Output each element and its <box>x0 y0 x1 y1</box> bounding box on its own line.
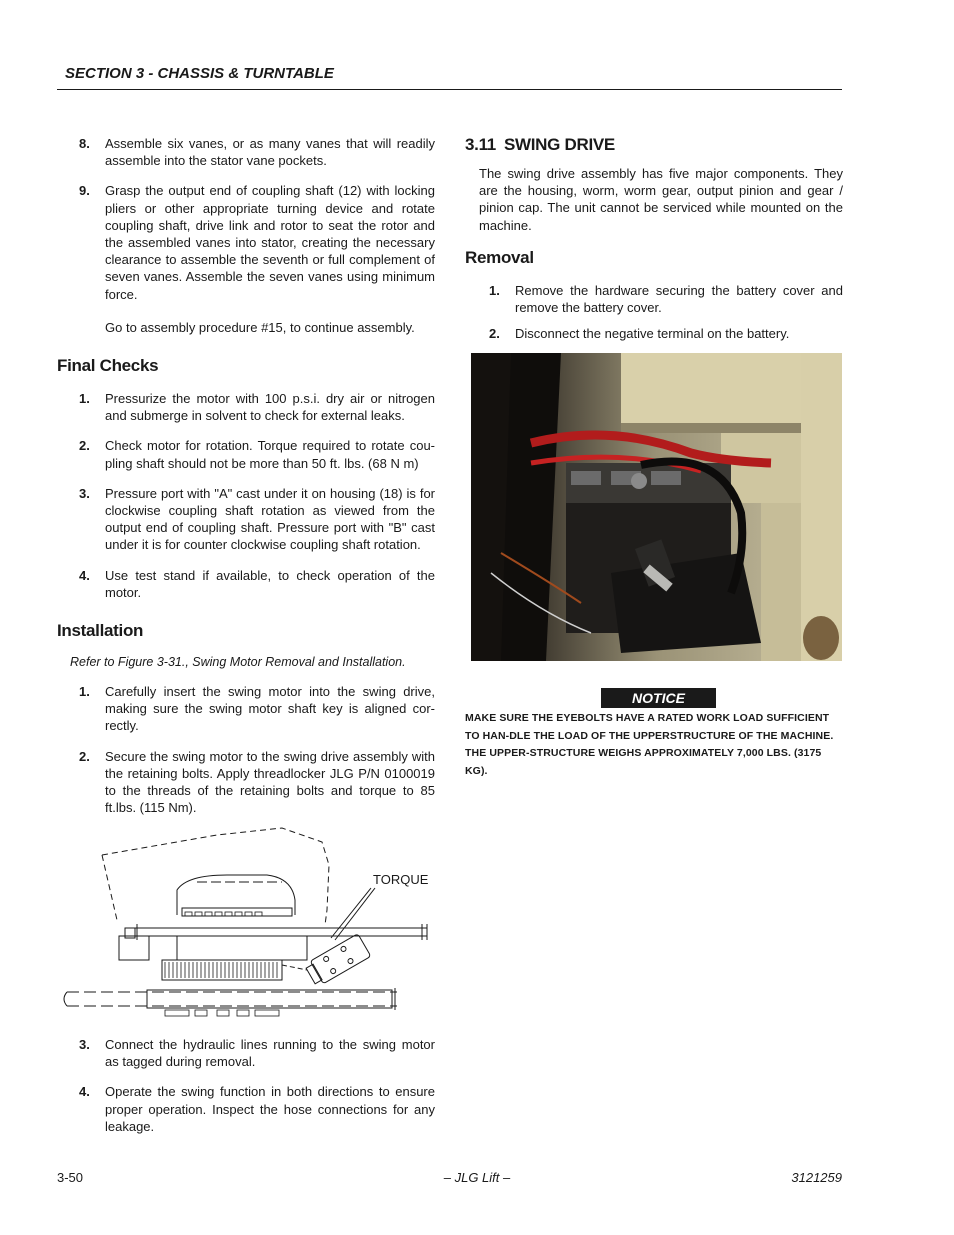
step-text: Secure the swing motor to the swing drive assembly with the retaining bolts. Apply threadlocker JLG P/N 0100019 to the threads of the retaining bolts and torque to 85 ft.lbs. (115 Nm). <box>105 748 435 816</box>
final-check-3 <box>57 485 435 554</box>
step-number: 4. <box>79 567 90 583</box>
page-number: 3-50 <box>57 1170 84 1185</box>
step-number: 3. <box>79 485 90 501</box>
notice-text: MAKE SURE THE EYEBOLTS HAVE A RATED WORK LOAD SUFFICIENT TO HAN-DLE THE LOAD OF THE UPPERSTRUCTURE OF THE MACHINE. THE UPPER-STRUCTURE WEIGHS APPROXIMATELY 7,000 LBS. (3175 KG). <box>465 712 834 777</box>
installation-steps-continued <box>57 1036 435 1148</box>
removal-step-1 <box>465 282 843 316</box>
footer-center: – JLG Lift – <box>443 1170 511 1185</box>
swing-motor-figure <box>57 820 437 1025</box>
torque-label: TORQUE <box>373 872 429 887</box>
step-number: 3. <box>79 1037 90 1052</box>
installation-step-3 <box>57 1036 435 1070</box>
step-text: Disconnect the negative terminal on the battery. <box>515 326 790 342</box>
step-number: 2. <box>79 748 90 764</box>
step-text: Pressurize the motor with 100 p.s.i. dry air or nitrogen and submerge in solvent to check for external leaks. <box>105 391 435 424</box>
final-check-2 <box>57 437 435 471</box>
battery-photo-image <box>471 353 842 661</box>
step-number: 4. <box>79 1084 90 1100</box>
notice-badge: NOTICE <box>601 688 716 708</box>
installation-heading: Installation <box>57 621 144 641</box>
document-number: 3121259 <box>791 1170 842 1185</box>
installation-step-4 <box>57 1083 435 1135</box>
final-checks-heading: Final Checks <box>57 356 159 376</box>
intro-paragraph: The swing drive assembly has five major components. They are the housing, worm, worm gear, output pinion and gear / pinion cap. The unit cannot be serviced while mounted on the machine. <box>479 166 843 233</box>
section-name: SWING DRIVE <box>503 135 615 154</box>
step-text: Operate the swing function in both directions to ensure proper operation. Inspect the hose connections for any leakage. <box>105 1084 435 1134</box>
step-number: 1. <box>489 282 500 298</box>
step-number: 1. <box>79 391 90 407</box>
step-text: Use test stand if available, to check operation of the motor. <box>105 567 435 600</box>
goto-note: Go to assembly procedure #15, to continue assembly. <box>105 319 415 335</box>
section-heading <box>465 135 843 155</box>
step-number: 1. <box>79 684 90 700</box>
step-number: 2. <box>79 438 90 454</box>
step-number: 9. <box>79 183 90 199</box>
installation-step-1 <box>57 683 435 735</box>
installation-step-2 <box>57 748 435 817</box>
final-check-1 <box>57 390 435 424</box>
step-number: 2. <box>489 326 500 342</box>
figure-reference: Refer to Figure 3-31., Swing Motor Removal and Installation. <box>70 655 406 670</box>
step-8 <box>57 135 435 169</box>
right-column <box>465 135 843 351</box>
step-text: Grasp the output end of coupling shaft (12) with locking pliers or other appropriate turning device and rotate coupling shaft, drive link and rotor to seat the rotor and the assembled vanes into stator, creating the necessary clearance to assemble the seventh or full complement of seven vanes. Assemble the seven vanes using minimum force. <box>105 183 435 302</box>
step-text: Check motor for rotation. Torque required to rotate cou-pling shaft should not be more than 50 ft. lbs. (68 N m) <box>105 438 435 471</box>
step-9 <box>57 182 435 302</box>
final-check-4 <box>57 567 435 601</box>
step-text: Remove the hardware securing the battery cover and remove the battery cover. <box>515 282 843 316</box>
left-column <box>57 135 435 829</box>
step-text: Assemble six vanes, or as many vanes that will readily assemble into the stator vane pockets. <box>105 136 435 169</box>
step-number: 8. <box>79 136 90 151</box>
section-title: SECTION 3 - CHASSIS & TURNTABLE <box>65 65 334 82</box>
swing-motor-drawing <box>57 820 437 1025</box>
battery-photo <box>471 353 842 661</box>
step-text: Connect the hydraulic lines running to the swing motor as tagged during removal. <box>105 1037 435 1070</box>
step-text: Pressure port with "A" cast under it on housing (18) is for clockwise coupling shaft rotation as viewed from the output end of coupling shaft. Pressure port with "B" cast under it is for counter clockwise coupling shaft rotation. <box>105 485 435 553</box>
removal-heading: Removal <box>465 247 534 267</box>
step-text: Carefully insert the swing motor into the swing drive, making sure the swing motor shaft key is aligned cor-rectly. <box>105 684 435 734</box>
section-number: 3.11 <box>465 135 496 154</box>
removal-step-2 <box>465 325 843 342</box>
header-rule <box>57 89 842 90</box>
